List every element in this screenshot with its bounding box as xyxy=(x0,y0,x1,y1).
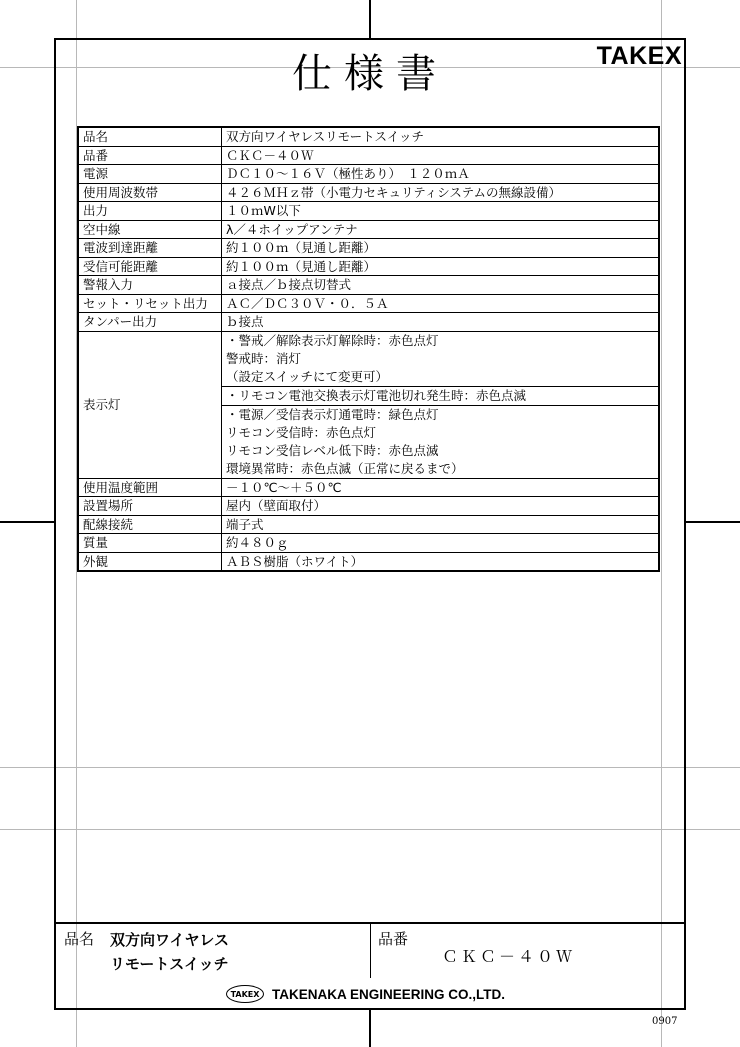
spec-row xyxy=(78,202,659,221)
spec-value: 約４８０ｇ xyxy=(222,534,660,553)
indicator-name: ・電源／受信表示灯 xyxy=(226,406,339,422)
indicator-state: 環境異常時：赤色点滅（正常に戻るまで） xyxy=(226,460,464,476)
spec-label: 外観 xyxy=(78,552,222,571)
indicator-state: 電池切れ発生時：赤色点滅 xyxy=(376,387,527,403)
spec-label: 設置場所 xyxy=(78,497,222,516)
spec-row xyxy=(78,127,659,146)
indicator-state: （設定スイッチにて変更可） xyxy=(226,368,389,384)
spec-row xyxy=(78,313,659,332)
spec-label: 使用温度範囲 xyxy=(78,478,222,497)
footer-product-name-1: 双方向ワイヤレス xyxy=(110,931,229,949)
spec-row xyxy=(78,276,659,295)
spec-label: セット・リセット出力 xyxy=(78,294,222,313)
spec-label: 配線接続 xyxy=(78,515,222,534)
spec-value: 屋内（壁面取付） xyxy=(222,497,660,516)
brand-logo: TAKEX xyxy=(596,42,682,70)
spec-value: ＡＢＳ樹脂（ホワイト） xyxy=(222,552,660,571)
spec-row xyxy=(78,183,659,202)
spec-value: －１０℃～＋５０℃ xyxy=(222,478,660,497)
indicator-group xyxy=(222,405,660,478)
crop-mark xyxy=(686,521,740,523)
company-name: TAKENAKA ENGINEERING CO.,LTD. xyxy=(272,986,506,1002)
spec-row xyxy=(78,239,659,258)
footer-number-label: 品番 xyxy=(378,930,409,948)
document-code: 0907 xyxy=(652,1016,678,1027)
spec-value: ＤＣ１０～１６Ｖ（極性あり） １２０ｍＡ xyxy=(222,165,660,184)
indicator-state: 解除時：赤色点灯 xyxy=(338,332,439,348)
spec-label: 受信可能距離 xyxy=(78,257,222,276)
spec-row xyxy=(78,515,659,534)
spec-label: 品名 xyxy=(78,127,222,146)
indicator-row xyxy=(78,331,659,386)
spec-row xyxy=(78,294,659,313)
footer-product-number: ＣＫＣ－４０Ｗ xyxy=(442,947,576,966)
spec-value: ４２６ＭＨｚ帯（小電力セキュリティシステムの無線設備） xyxy=(222,183,660,202)
crop-mark xyxy=(369,1010,371,1047)
spec-value: ｂ接点 xyxy=(222,313,660,332)
indicator-name: ・警戒／解除表示灯 xyxy=(226,332,339,348)
indicator-group xyxy=(222,386,660,405)
spec-label: 警報入力 xyxy=(78,276,222,295)
spec-value: 約１００ｍ（見通し距離） xyxy=(222,257,660,276)
spec-label: 出力 xyxy=(78,202,222,221)
crop-mark xyxy=(369,0,371,38)
spec-label: タンパー出力 xyxy=(78,313,222,332)
spec-label: 空中線 xyxy=(78,220,222,239)
indicator-state: リモコン受信時：赤色点灯 xyxy=(226,424,377,440)
spec-label: 使用周波数帯 xyxy=(78,183,222,202)
spec-row xyxy=(78,257,659,276)
spec-row xyxy=(78,220,659,239)
footer-product-name-2: リモートスイッチ xyxy=(110,955,229,973)
spec-row xyxy=(78,497,659,516)
spec-value: ＡＣ／ＤＣ３０Ｖ・０．５Ａ xyxy=(222,294,660,313)
indicator-name: ・リモコン電池交換表示灯 xyxy=(226,387,377,403)
spec-value: λ／４ホイップアンテナ xyxy=(222,220,660,239)
indicator-state: 警戒時：消灯 xyxy=(226,350,302,366)
footer-name-label: 品名 xyxy=(64,930,95,948)
spec-row xyxy=(78,146,659,165)
spec-value: ＣＫＣ－４０Ｗ xyxy=(222,146,660,165)
spec-label: 電源 xyxy=(78,165,222,184)
spec-value: １０ｍW以下 xyxy=(222,202,660,221)
company-logo-icon: TAKEX xyxy=(226,985,264,1003)
spec-value: 約１００ｍ（見通し距離） xyxy=(222,239,660,258)
spec-value: ａ接点／ｂ接点切替式 xyxy=(222,276,660,295)
footer-divider xyxy=(370,924,371,978)
spec-row xyxy=(78,478,659,497)
page-title: 仕様書 xyxy=(292,51,448,97)
indicator-state: 通電時：緑色点灯 xyxy=(338,406,439,422)
spec-row xyxy=(78,552,659,571)
spec-row xyxy=(78,534,659,553)
spec-label: 品番 xyxy=(78,146,222,165)
spec-label: 電波到達距離 xyxy=(78,239,222,258)
crop-mark xyxy=(0,521,54,523)
spec-value: 端子式 xyxy=(222,515,660,534)
company-block xyxy=(226,982,505,1006)
indicator-state: リモコン受信レベル低下時：赤色点滅 xyxy=(226,442,439,458)
indicator-group xyxy=(222,331,660,386)
spec-value: 双方向ワイヤレスリモートスイッチ xyxy=(222,127,660,146)
spec-row xyxy=(78,165,659,184)
spec-label: 質量 xyxy=(78,534,222,553)
spec-label: 表示灯 xyxy=(78,331,222,478)
spec-table xyxy=(77,126,660,572)
